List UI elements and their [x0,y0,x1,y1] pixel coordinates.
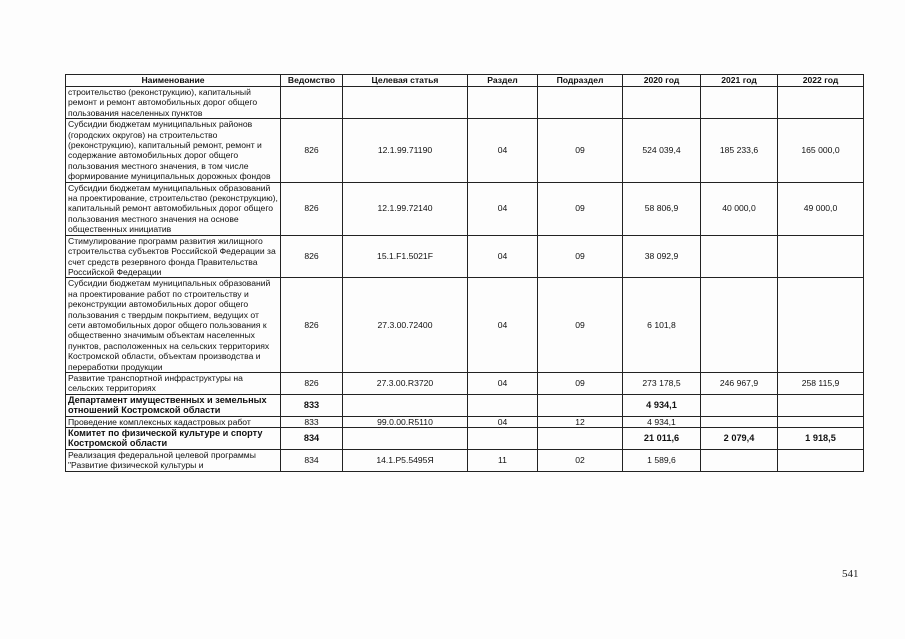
cell-y2020: 1 589,6 [623,449,701,471]
cell-subsection: 09 [538,235,623,278]
cell-name: Комитет по физической культуре и спорту Костромской области [66,428,281,450]
cell-name: Реализация федеральной целевой программы "Развитие физической культуры и [66,449,281,471]
cell-name: Департамент имущественных и земельных отношений Костромской области [66,394,281,416]
cell-y2022 [778,87,864,119]
cell-section: 04 [468,278,538,373]
cell-article: 27.3.00.72400 [343,278,468,373]
cell-name: Стимулирование программ развития жилищного строительства субъектов Российской Федерации за счет средств резервного фонда Правительства Российской Федерации [66,235,281,278]
cell-y2020: 21 011,6 [623,428,701,450]
table-row [66,428,864,450]
cell-y2022: 1 918,5 [778,428,864,450]
cell-article [343,428,468,450]
cell-dept: 826 [281,278,343,373]
cell-subsection: 09 [538,372,623,394]
cell-section: 04 [468,119,538,182]
header-article: Целевая статья [343,75,468,87]
table-row [66,416,864,427]
cell-subsection: 09 [538,278,623,373]
cell-name: Субсидии бюджетам муниципальных образований на проектирование работ по строительству и реконструкции автомобильных дорог общего пользования с твердым покрытием, ведущих от сети автомобильных дорог общего пользования к общественно значимым объектам населенных пунктов, расположенных на сельских территориях Костромской области, объектам производства и переработки продукции [66,278,281,373]
cell-name: Проведение комплексных кадастровых работ [66,416,281,427]
header-2022: 2022 год [778,75,864,87]
cell-y2020: 38 092,9 [623,235,701,278]
cell-dept: 833 [281,416,343,427]
table-row [66,119,864,182]
cell-y2021 [701,449,778,471]
table-row [66,394,864,416]
cell-dept: 834 [281,428,343,450]
cell-y2021: 185 233,6 [701,119,778,182]
table-row [66,372,864,394]
cell-subsection: 02 [538,449,623,471]
budget-table [65,74,864,472]
table-header-row [66,75,864,87]
cell-name: Субсидии бюджетам муниципальных образований на проектирование, строительство (реконструкцию), капитальный ремонт автомобильных дорог общего пользования местного значения на основе общественных инициатив [66,182,281,235]
cell-dept: 826 [281,372,343,394]
cell-dept: 826 [281,182,343,235]
cell-article: 99.0.00.R5110 [343,416,468,427]
cell-subsection [538,87,623,119]
cell-y2020 [623,87,701,119]
table-row [66,235,864,278]
cell-y2021 [701,416,778,427]
cell-section: 04 [468,182,538,235]
table-row [66,182,864,235]
cell-article [343,394,468,416]
header-subsection: Подраздел [538,75,623,87]
cell-article: 15.1.F1.5021F [343,235,468,278]
cell-article: 12.1.99.72140 [343,182,468,235]
cell-y2021 [701,87,778,119]
header-2020: 2020 год [623,75,701,87]
table-row [66,278,864,373]
cell-y2021: 246 967,9 [701,372,778,394]
cell-y2021 [701,278,778,373]
cell-name: Субсидии бюджетам муниципальных районов (городских округов) на строительство (реконструкцию), капитальный ремонт, ремонт и содержание автомобильных дорог общего пользования местного значения, в том числе формирование муниципальных дорожных фондов [66,119,281,182]
cell-article: 27.3.00.R3720 [343,372,468,394]
page-number: 541 [842,568,859,580]
cell-y2021: 2 079,4 [701,428,778,450]
cell-dept: 826 [281,119,343,182]
table-row [66,449,864,471]
cell-y2020: 6 101,8 [623,278,701,373]
cell-article: 12.1.99.71190 [343,119,468,182]
cell-y2022 [778,449,864,471]
header-dept: Ведомство [281,75,343,87]
cell-y2022: 49 000,0 [778,182,864,235]
cell-dept: 826 [281,235,343,278]
cell-y2022 [778,235,864,278]
cell-y2021: 40 000,0 [701,182,778,235]
cell-y2022: 258 115,9 [778,372,864,394]
cell-y2020: 4 934,1 [623,416,701,427]
cell-y2020: 273 178,5 [623,372,701,394]
cell-y2021 [701,235,778,278]
table-row [66,87,864,119]
cell-y2020: 58 806,9 [623,182,701,235]
cell-y2020: 4 934,1 [623,394,701,416]
cell-dept [281,87,343,119]
cell-section: 04 [468,235,538,278]
cell-subsection: 09 [538,182,623,235]
cell-y2022 [778,394,864,416]
cell-dept: 833 [281,394,343,416]
cell-name: строительство (реконструкцию), капитальный ремонт и ремонт автомобильных дорог общего пользования населенных пунктов [66,87,281,119]
cell-y2022: 165 000,0 [778,119,864,182]
cell-section: 04 [468,416,538,427]
cell-section: 11 [468,449,538,471]
cell-name: Развитие транспортной инфраструктуры на сельских территориях [66,372,281,394]
cell-section: 04 [468,372,538,394]
cell-section [468,87,538,119]
table-body [66,87,864,472]
cell-y2021 [701,394,778,416]
header-name: Наименование [66,75,281,87]
cell-section [468,394,538,416]
cell-y2020: 524 039,4 [623,119,701,182]
cell-section [468,428,538,450]
cell-subsection: 09 [538,119,623,182]
cell-subsection: 12 [538,416,623,427]
cell-subsection [538,428,623,450]
header-2021: 2021 год [701,75,778,87]
cell-y2022 [778,416,864,427]
cell-article [343,87,468,119]
cell-dept: 834 [281,449,343,471]
cell-y2022 [778,278,864,373]
header-section: Раздел [468,75,538,87]
cell-article: 14.1.P5.5495Я [343,449,468,471]
cell-subsection [538,394,623,416]
